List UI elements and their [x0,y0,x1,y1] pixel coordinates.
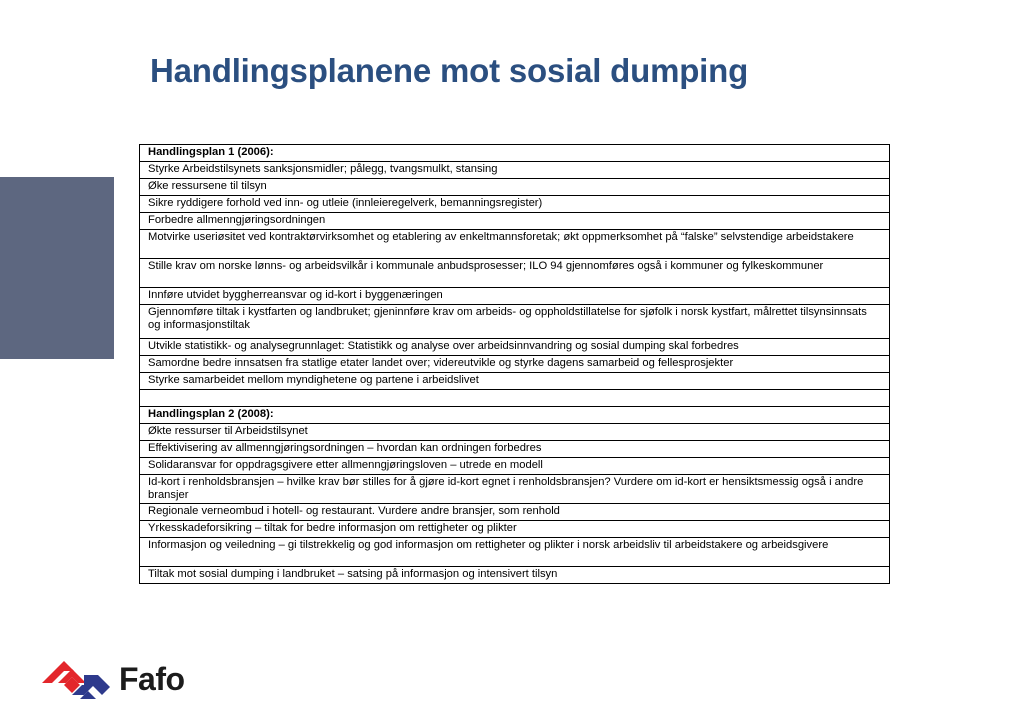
plan2-item: Yrkesskadeforsikring – tiltak for bedre informasjon om rettigheter og plikter [140,521,890,538]
table-row [140,538,890,567]
table-row [140,441,890,458]
fafo-logo-mark-icon [42,653,114,703]
plan2-item: Id-kort i renholdsbransjen – hvilke krav bør stilles for å gjøre id-kort egnet i renholdsbransjen? Vurdere om id-kort er hensiktsmessig også i andre bransjer [140,475,890,504]
table-row [140,504,890,521]
plan2-item: Regionale verneombud i hotell- og restaurant. Vurdere andre bransjer, som renhold [140,504,890,521]
table-row [140,339,890,356]
plan1-item: Forbedre allmenngjøringsordningen [140,213,890,230]
plan2-item: Effektivisering av allmenngjøringsordningen – hvordan kan ordningen forbedres [140,441,890,458]
plan1-item: Sikre ryddigere forhold ved inn- og utleie (innleieregelverk, bemanningsregister) [140,196,890,213]
plan2-item: Informasjon og veiledning – gi tilstrekkelig og god informasjon om rettigheter og plikter i norsk arbeidsliv til arbeidstakere og arbeidsgivere [140,538,890,567]
table-row [140,521,890,538]
plan1-item: Samordne bedre innsatsen fra statlige etater landet over; videreutvikle og styrke dagens samarbeid og fellesprosjekter [140,356,890,373]
table-row [140,373,890,390]
plan1-header: Handlingsplan 1 (2006): [140,145,890,162]
table-row [140,196,890,213]
plan1-item: Motvirke useriøsitet ved kontraktørvirksomhet og etablering av enkeltmannsforetak; økt oppmerksomhet på “falske” selvstendige arbeidstakere [140,230,890,259]
table-row [140,179,890,196]
table-row [140,259,890,288]
plan1-item: Utvikle statistikk- og analysegrunnlaget: Statistikk og analyse over arbeidsinnvandring og sosial dumping skal forbedres [140,339,890,356]
table-row [140,356,890,373]
table-row-header-plan2 [140,407,890,424]
side-accent-bar [0,177,114,359]
table-row [140,230,890,259]
plan1-item: Styrke Arbeidstilsynets sanksjonsmidler; pålegg, tvangsmulkt, stansing [140,162,890,179]
plan2-item: Tiltak mot sosial dumping i landbruket – satsing på informasjon og intensivert tilsyn [140,567,890,584]
plan2-item: Økte ressurser til Arbeidstilsynet [140,424,890,441]
table-row [140,424,890,441]
slide-title: Handlingsplanene mot sosial dumping [150,52,749,89]
table-row-header-plan1 [140,145,890,162]
table-row [140,567,890,584]
table-row [140,458,890,475]
table-row [140,213,890,230]
plan2-header: Handlingsplan 2 (2008): [140,407,890,424]
plan1-item: Gjennomføre tiltak i kystfarten og landbruket; gjeninnføre krav om arbeids- og oppholdstillatelse for sjøfolk i norsk kystfart, målrettet tilsynsinnsats og informasjonstiltak [140,305,890,339]
logo-text: Fafo [119,661,185,697]
table-row [140,475,890,504]
plan1-item: Styrke samarbeidet mellom myndighetene og partene i arbeidslivet [140,373,890,390]
plan1-item: Innføre utvidet byggherreansvar og id-kort i byggenæringen [140,288,890,305]
fafo-logo [42,653,212,703]
table-row [140,162,890,179]
plan1-item: Stille krav om norske lønns- og arbeidsvilkår i kommunale anbudsprosesser; ILO 94 gjennomføres også i kommuner og fylkeskommuner [140,259,890,288]
table-row-spacer [140,390,890,407]
table-row [140,305,890,339]
plan1-item: Øke ressursene til tilsyn [140,179,890,196]
action-plan-table [139,144,890,584]
plan2-item: Solidaransvar for oppdragsgivere etter allmenngjøringsloven – utrede en modell [140,458,890,475]
table-row [140,288,890,305]
empty-cell [140,390,890,407]
